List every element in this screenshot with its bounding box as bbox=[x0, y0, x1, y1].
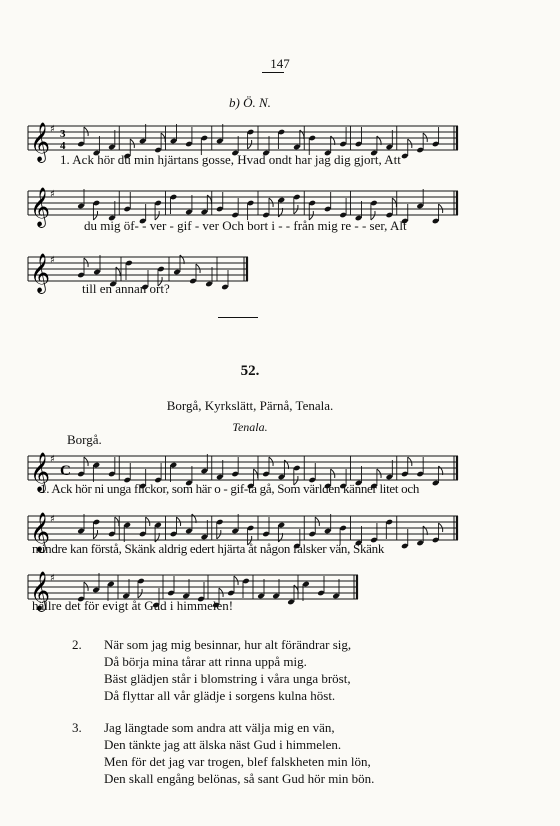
song-number: 52. bbox=[240, 363, 260, 379]
svg-text:♯: ♯ bbox=[50, 189, 55, 200]
verse-line: Jag längtade som andra att välja mig en vän, bbox=[104, 720, 335, 735]
page-number-underline bbox=[262, 72, 284, 73]
sub-label: Borgå. bbox=[67, 432, 102, 447]
variant-heading: b) Ö. N. bbox=[229, 95, 271, 110]
verse-line: Men för det jag var trogen, blef falskheten min lön, bbox=[104, 754, 371, 769]
lyric-line: du mig öf- - ver - gif - ver Och bort i - - från mig re - - ser, Alt bbox=[84, 218, 407, 233]
verse-line: Då börja mina tårar att rinna uppå mig. bbox=[104, 654, 307, 669]
lyric-line: 1. Ack hör ni unga flickor, som här o - gif-ta gå, Som världen känner litet och bbox=[40, 481, 420, 496]
treble-clef-icon: 𝄞 bbox=[30, 452, 51, 492]
svg-text:♯: ♯ bbox=[50, 124, 55, 135]
verse-line: Den skall engång belönas, så sant Gud hör min bön. bbox=[104, 771, 375, 786]
svg-text:♯: ♯ bbox=[50, 514, 55, 525]
svg-text:♯: ♯ bbox=[50, 255, 55, 266]
treble-clef-icon: 𝄞 bbox=[30, 512, 51, 552]
page-number: 147 bbox=[270, 56, 290, 71]
treble-clef-icon: 𝄞 bbox=[30, 122, 51, 162]
variant-label: Tenala. bbox=[232, 420, 268, 434]
verse-line: Den tänkte jag att älska näst Gud i himmelen. bbox=[104, 737, 342, 752]
lyric-line: 1. Ack hör du min hjärtans gosse, Hvad ondt har jag dig gjort, Att bbox=[60, 152, 401, 167]
verse-line: När som jag mig besinnar, hur alt förändrar sig, bbox=[104, 637, 352, 652]
section-separator bbox=[218, 317, 258, 318]
lyric-line: mindre kan förstå, Skänk aldrig edert hjärta åt någon falsker vän, Skänk bbox=[32, 541, 385, 556]
verse-line: Bäst glädjen står i blomstring i våra unga bröst, bbox=[104, 671, 351, 686]
verse-number: 3. bbox=[72, 720, 82, 735]
lyric-line: hällre det för evigt åt Gud i himmelen! bbox=[32, 598, 234, 613]
svg-text:♯: ♯ bbox=[50, 573, 55, 584]
svg-text:4: 4 bbox=[60, 140, 66, 152]
svg-text:♯: ♯ bbox=[50, 454, 55, 465]
svg-text:3: 3 bbox=[60, 128, 66, 140]
song-origin: Borgå, Kyrkslätt, Pärnå, Tenala. bbox=[166, 398, 334, 413]
treble-clef-icon: 𝄞 bbox=[30, 187, 51, 227]
treble-clef-icon: 𝄞 bbox=[30, 571, 51, 611]
treble-clef-icon: 𝄞 bbox=[30, 253, 51, 293]
verse-number: 2. bbox=[72, 637, 82, 652]
verse-line: Då flyttar all vår glädje i sorgens kulna höst. bbox=[104, 688, 336, 703]
lyric-line: till en annan ort? bbox=[82, 281, 170, 296]
svg-text:C: C bbox=[60, 463, 71, 479]
